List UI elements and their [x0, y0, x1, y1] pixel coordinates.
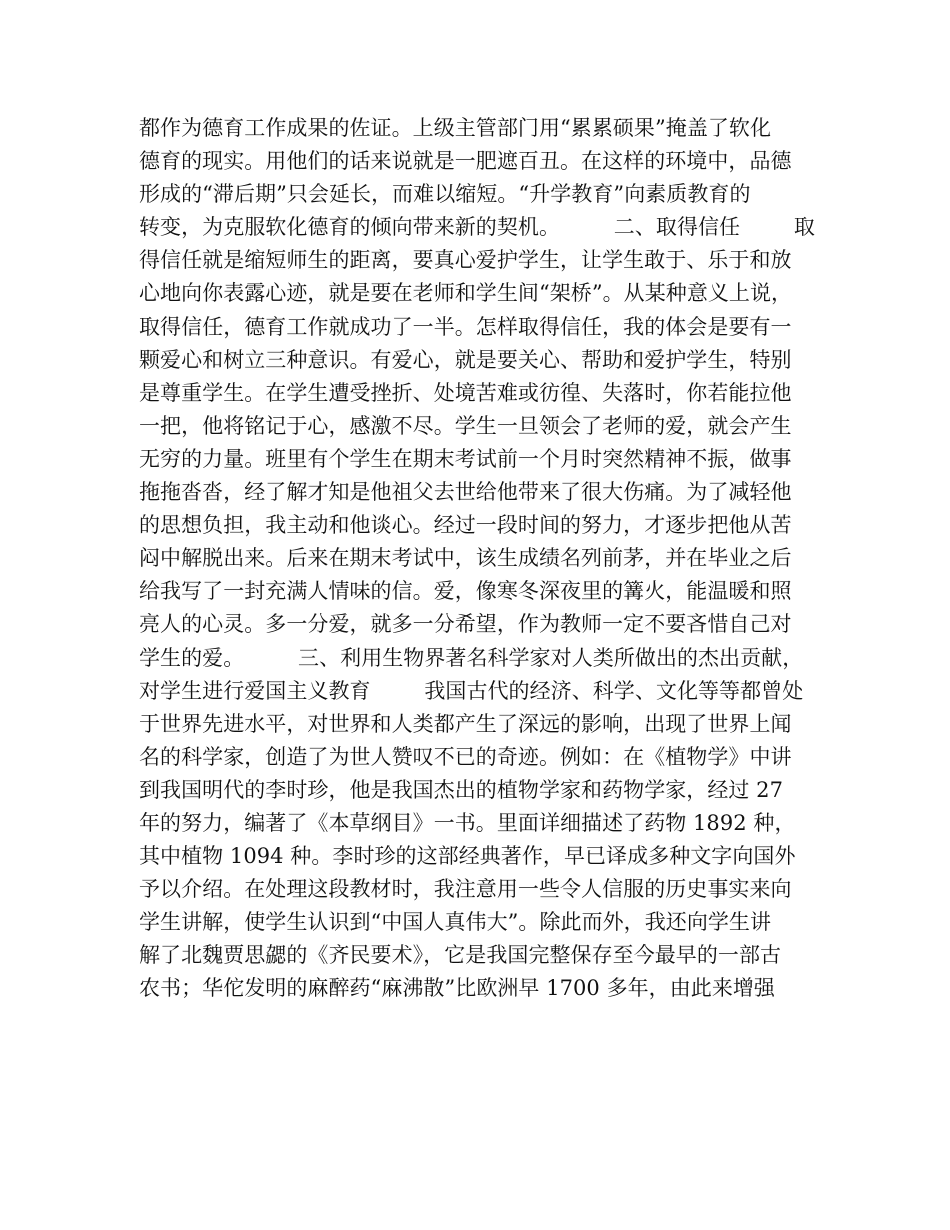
text-line: 的思想负担，我主动和他谈心。经过一段时间的努力，才逐步把他从苦: [139, 513, 792, 538]
text-line: 解了北魏贾思勰的《齐民要术》，它是我国完整保存至今最早的一部古: [139, 943, 782, 968]
text-line: 都作为德育工作成果的佐证。上级主管部门用“累累硕果”掩盖了软化: [139, 116, 772, 140]
text-line: 无穷的力量。班里有个学生在期末考试前一个月时突然精神不振，做事: [139, 446, 792, 471]
body-text: [139, 112, 839, 1006]
text-line: 形成的“滞后期”只会延长，而难以缩短。“升学教育”向素质教育的: [139, 182, 751, 207]
text-line: 转变，为克服软化德育的倾向带来新的契机。 二、取得信任 取: [139, 215, 815, 240]
text-line: 是尊重学生。在学生遭受挫折、处境苦难或彷徨、失落时，你若能拉他: [139, 380, 792, 405]
text-line: 拖拖沓沓，经了解才知是他祖父去世给他带来了很大伤痛。为了减轻他: [139, 480, 792, 505]
text-line: 亮人的心灵。多一分爱，就多一分希望，作为教师一定不要吝惜自己对: [139, 612, 792, 637]
text-line: 名的科学家，创造了为世人赞叹不已的奇迹。例如：在《植物学》中讲: [139, 744, 792, 769]
text-line: 取得信任，德育工作就成功了一半。怎样取得信任，我的体会是要有一: [139, 314, 792, 339]
text-line: 学生的爱。 三、利用生物界著名科学家对人类所做出的杰出贡献，: [139, 645, 804, 670]
text-line: 闷中解脱出来。后来在期末考试中，该生成绩名列前茅，并在毕业之后: [139, 546, 792, 571]
text-line: 心地向你表露心迹，就是要在老师和学生间“架桥”。从某种意义上说，: [139, 281, 793, 306]
text-line: 其中植物 1094 种。李时珍的这部经典著作，早已译成多种文字向国外: [139, 844, 796, 869]
text-line: 得信任就是缩短师生的距离，要真心爱护学生，让学生敢于、乐于和放: [139, 248, 792, 273]
text-line: 对学生进行爱国主义教育 我国古代的经济、科学、文化等等都曾处: [139, 678, 804, 703]
text-line: 给我写了一封充满人情味的信。爱，像寒冬深夜里的篝火，能温暖和照: [139, 579, 792, 604]
text-line: 农书；华佗发明的麻醉药“麻沸散”比欧洲早 1700 多年，由此来增强: [139, 976, 775, 1001]
text-line: 予以介绍。在处理这段教材时，我注意用一些令人信服的历史事实来向: [139, 877, 792, 902]
text-line: 一把，他将铭记于心，感激不尽。学生一旦领会了老师的爱，就会产生: [139, 413, 792, 438]
text-line: 学生讲解，使学生认识到“中国人真伟大”。除此而外，我还向学生讲: [139, 910, 772, 935]
text-line: 颗爱心和树立三种意识。有爱心，就是要关心、帮助和爱护学生，特别: [139, 347, 792, 372]
text-line: 到我国明代的李时珍，他是我国杰出的植物学家和药物学家，经过 27: [139, 777, 783, 802]
text-line: 德育的现实。用他们的话来说就是一肥遮百丑。在这样的环境中，品德: [139, 149, 792, 174]
text-line: 年的努力，编著了《本草纲目》一书。里面详细描述了药物 1892 种，: [139, 810, 796, 835]
text-line: 于世界先进水平，对世界和人类都产生了深远的影响，出现了世界上闻: [139, 711, 792, 736]
